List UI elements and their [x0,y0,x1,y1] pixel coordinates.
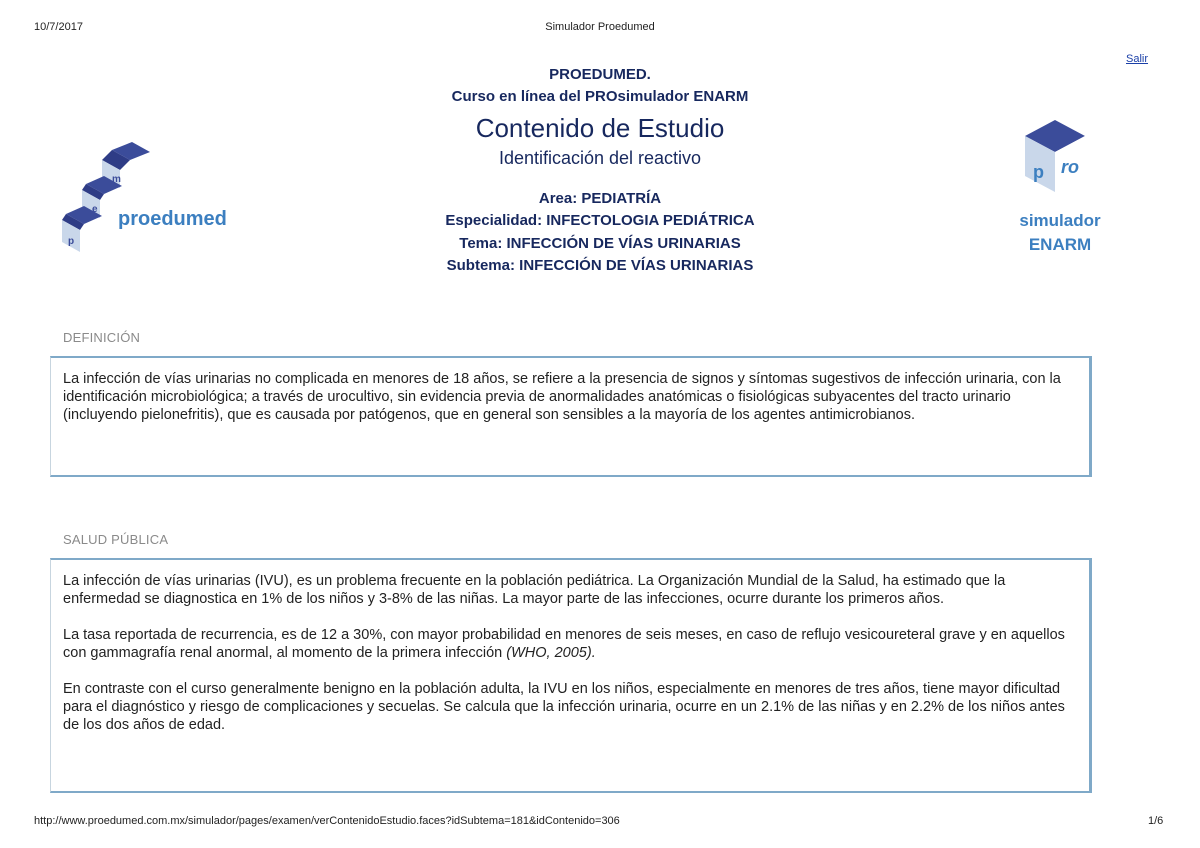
section-box-salud-publica [50,558,1092,793]
logo-letter-m: m [112,174,121,185]
logo-letter-e: e [92,204,98,215]
page-number: 1/6 [1148,815,1164,827]
section-title-definicion: DEFINICIÓN [63,330,141,345]
salud-paragraph-2 [63,626,1075,662]
page-title: Contenido de Estudio [475,113,725,143]
area-label: Area: PEDIATRÍA [538,190,662,207]
logout-link[interactable]: Salir [1126,53,1149,65]
section-title-salud-publica: SALUD PÚBLICA [63,532,169,547]
salud-paragraph-1: La infección de vías urinarias (IVU), es un problema frecuente en la población pediátrica. La Organización Mundial de la Salud, ha estimado que la enfermedad se diagnostica en 1% de los niños y 3-8% de las niñas. La mayor parte de las infecciones, ocurre durante los primeros años. [63,573,1006,607]
logo-letters-ro: ro [1061,157,1079,177]
logo-letter-p: p [68,236,75,247]
logo-simulador-text: simulador [1019,211,1101,230]
print-url: http://www.proedumed.com.mx/simulador/pages/examen/verContenidoEstudio.faces?idSubtema=181&idContenido=306 [34,815,620,827]
definicion-paragraph: La infección de vías urinarias no complicada en menores de 18 años, se refiere a la presencia de signos y síntomas sugestivos de infección urinaria, con la identificación microbiológica; a través de urocultivo, sin evidencia previa de anormalidades anatómicas o fisiológicas subyacentes del tracto urinario (incluyendo pielonefritis), que es causada por patógenos, que en general son sensibles a la mayoría de los agentes antimicrobianos. [63,371,1061,423]
salud-paragraph-2-text: La tasa reportada de recurrencia, es de 12 a 30%, con mayor probabilidad en menores de seis meses, en caso de reflujo vesicoureteral grave y en aquellos con gammagrafía renal anormal, al momento de la primera infección [63,627,1065,661]
topic-label: Tema: INFECCIÓN DE VÍAS URINARIAS [459,235,741,252]
section-box-definicion [50,356,1092,477]
page-subtitle: Identificación del reactivo [498,148,702,168]
org-name: PROEDUMED. [549,66,651,83]
print-date: 10/7/2017 [34,21,83,33]
logo-enarm-text: ENARM [1028,235,1092,254]
subtopic-label: Subtema: INFECCIÓN DE VÍAS URINARIAS [446,257,754,274]
logo-wordmark: proedumed [118,208,227,230]
specialty-label: Especialidad: INFECTOLOGIA PEDIÁTRICA [445,212,755,229]
course-name: Curso en línea del PROsimulador ENARM [451,88,749,105]
who-citation: (WHO, 2005). [506,645,596,661]
logo-letter-p-right: p [1033,162,1044,182]
print-page-title: Simulador Proedumed [545,21,655,33]
salud-paragraph-3: En contraste con el curso generalmente benigno en la población adulta, la IVU en los niños, especialmente en menores de tres años, tiene mayor dificultad para el diagnóstico y riesgo de complicaciones y secuelas. Se calcula que la infección urinaria, ocurre en un 2.1% de las niñas y en 2.2% de los niños antes de los dos años de edad. [63,681,1065,733]
